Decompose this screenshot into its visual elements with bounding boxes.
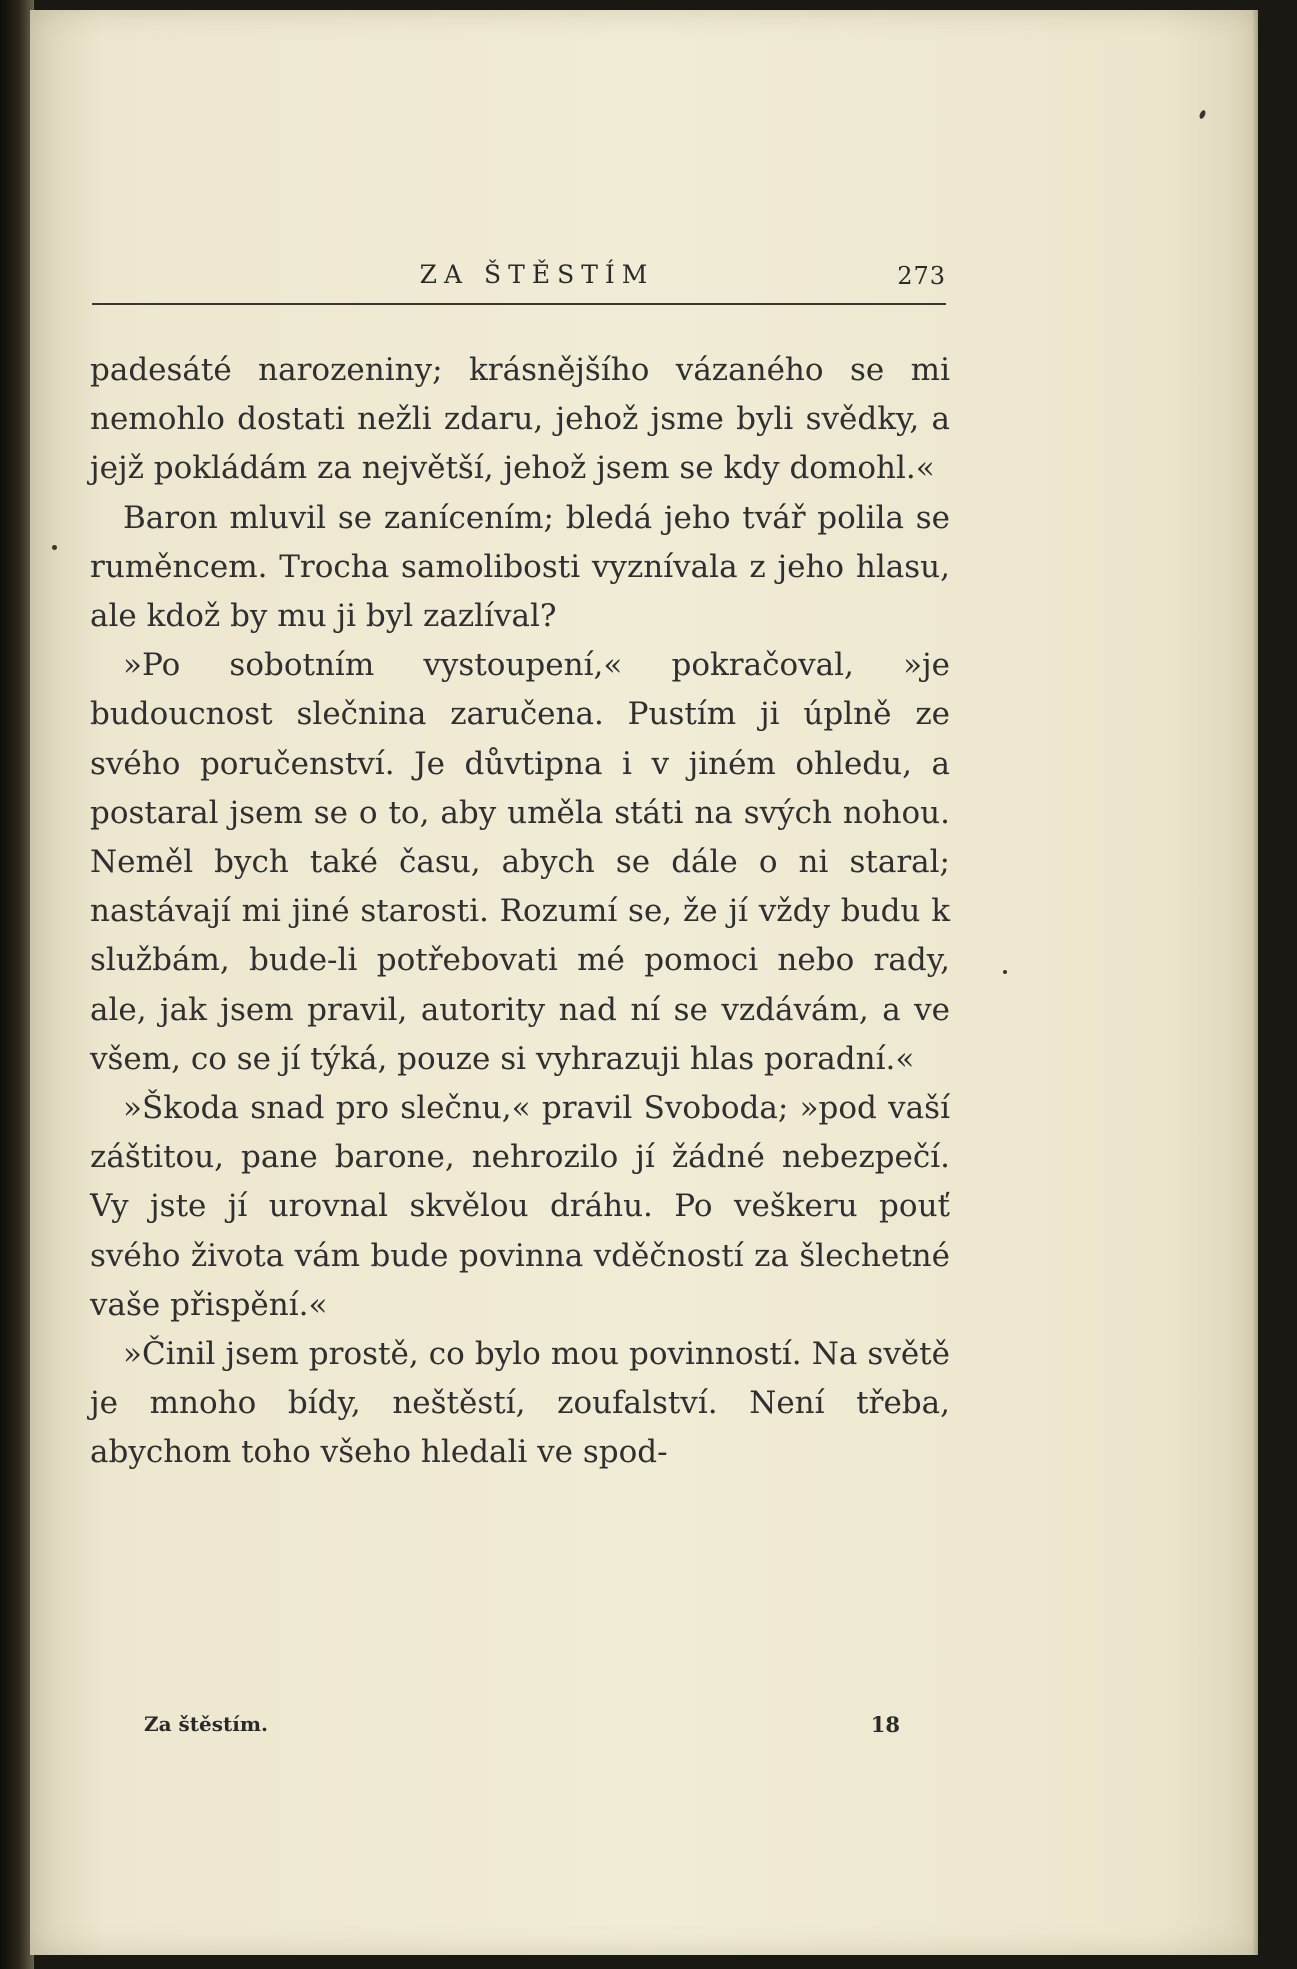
paragraph-1: padesáté narozeniny; krásnějšího vázaného se mi nemohlo dostati nežli zdaru, jehož jsme byli svědky, a jejž pokládám za největší, jehož jsem se kdy domohl.« — [90, 352, 950, 487]
footer-book-title: Za štěstím. — [144, 1712, 268, 1736]
paragraph-3: »Po sobotním vystoupení,« pokračoval, »je budoucnost slečnina zaručena. Pustím ji úplně ze svého poručenství. Je důvtipna i v jiném ohledu, a postaral jsem se o to, aby uměla státi na svých nohou. Neměl bych také času, abych se dále o ni staral; nastávají mi jiné starosti. Rozumí se, že jí vždy budu k službám, bude-li potřebovati mé pomoci nebo rady, ale, jak jsem pravil, autority nad ní se vzdávám, a ve všem, co se jí týká, pouze si vyhrazuji hlas poradní.« — [90, 647, 950, 1077]
header-rule — [92, 303, 946, 305]
paragraph-5: »Činil jsem prostě, co bylo mou povinností. Na světě je mnoho bídy, neštěstí, zoufalství. Není třeba, abychom toho všeho hledali ve spod- — [90, 1336, 950, 1471]
page-number: 273 — [897, 262, 946, 290]
body-text — [90, 346, 950, 1478]
ink-speck — [1003, 970, 1007, 974]
ink-speck — [52, 545, 57, 550]
signature-mark: 18 — [870, 1712, 900, 1737]
page-footer — [144, 1712, 900, 1744]
book-spine-shadow — [0, 0, 34, 1969]
paragraph-2: Baron mluvil se zanícením; bledá jeho tvář polila se ruměncem. Trocha samolibosti vyznívala z jeho hlasu, ale kdož by mu ji byl zazlíval? — [90, 499, 950, 635]
paragraph-4: »Škoda snad pro slečnu,« pravil Svoboda; »pod vaší záštitou, pane barone, nehrozilo jí žádné nebezpečí. Vy jste jí urovnal skvělou dráhu. Po veškeru pouť svého života vám bude povinna vděčností za šlechetné vaše přispění.« — [90, 1090, 950, 1323]
page-header — [92, 256, 946, 296]
page-edge-shadow — [1252, 10, 1258, 1955]
running-title: ZA ŠTĚSTÍM — [419, 260, 655, 289]
